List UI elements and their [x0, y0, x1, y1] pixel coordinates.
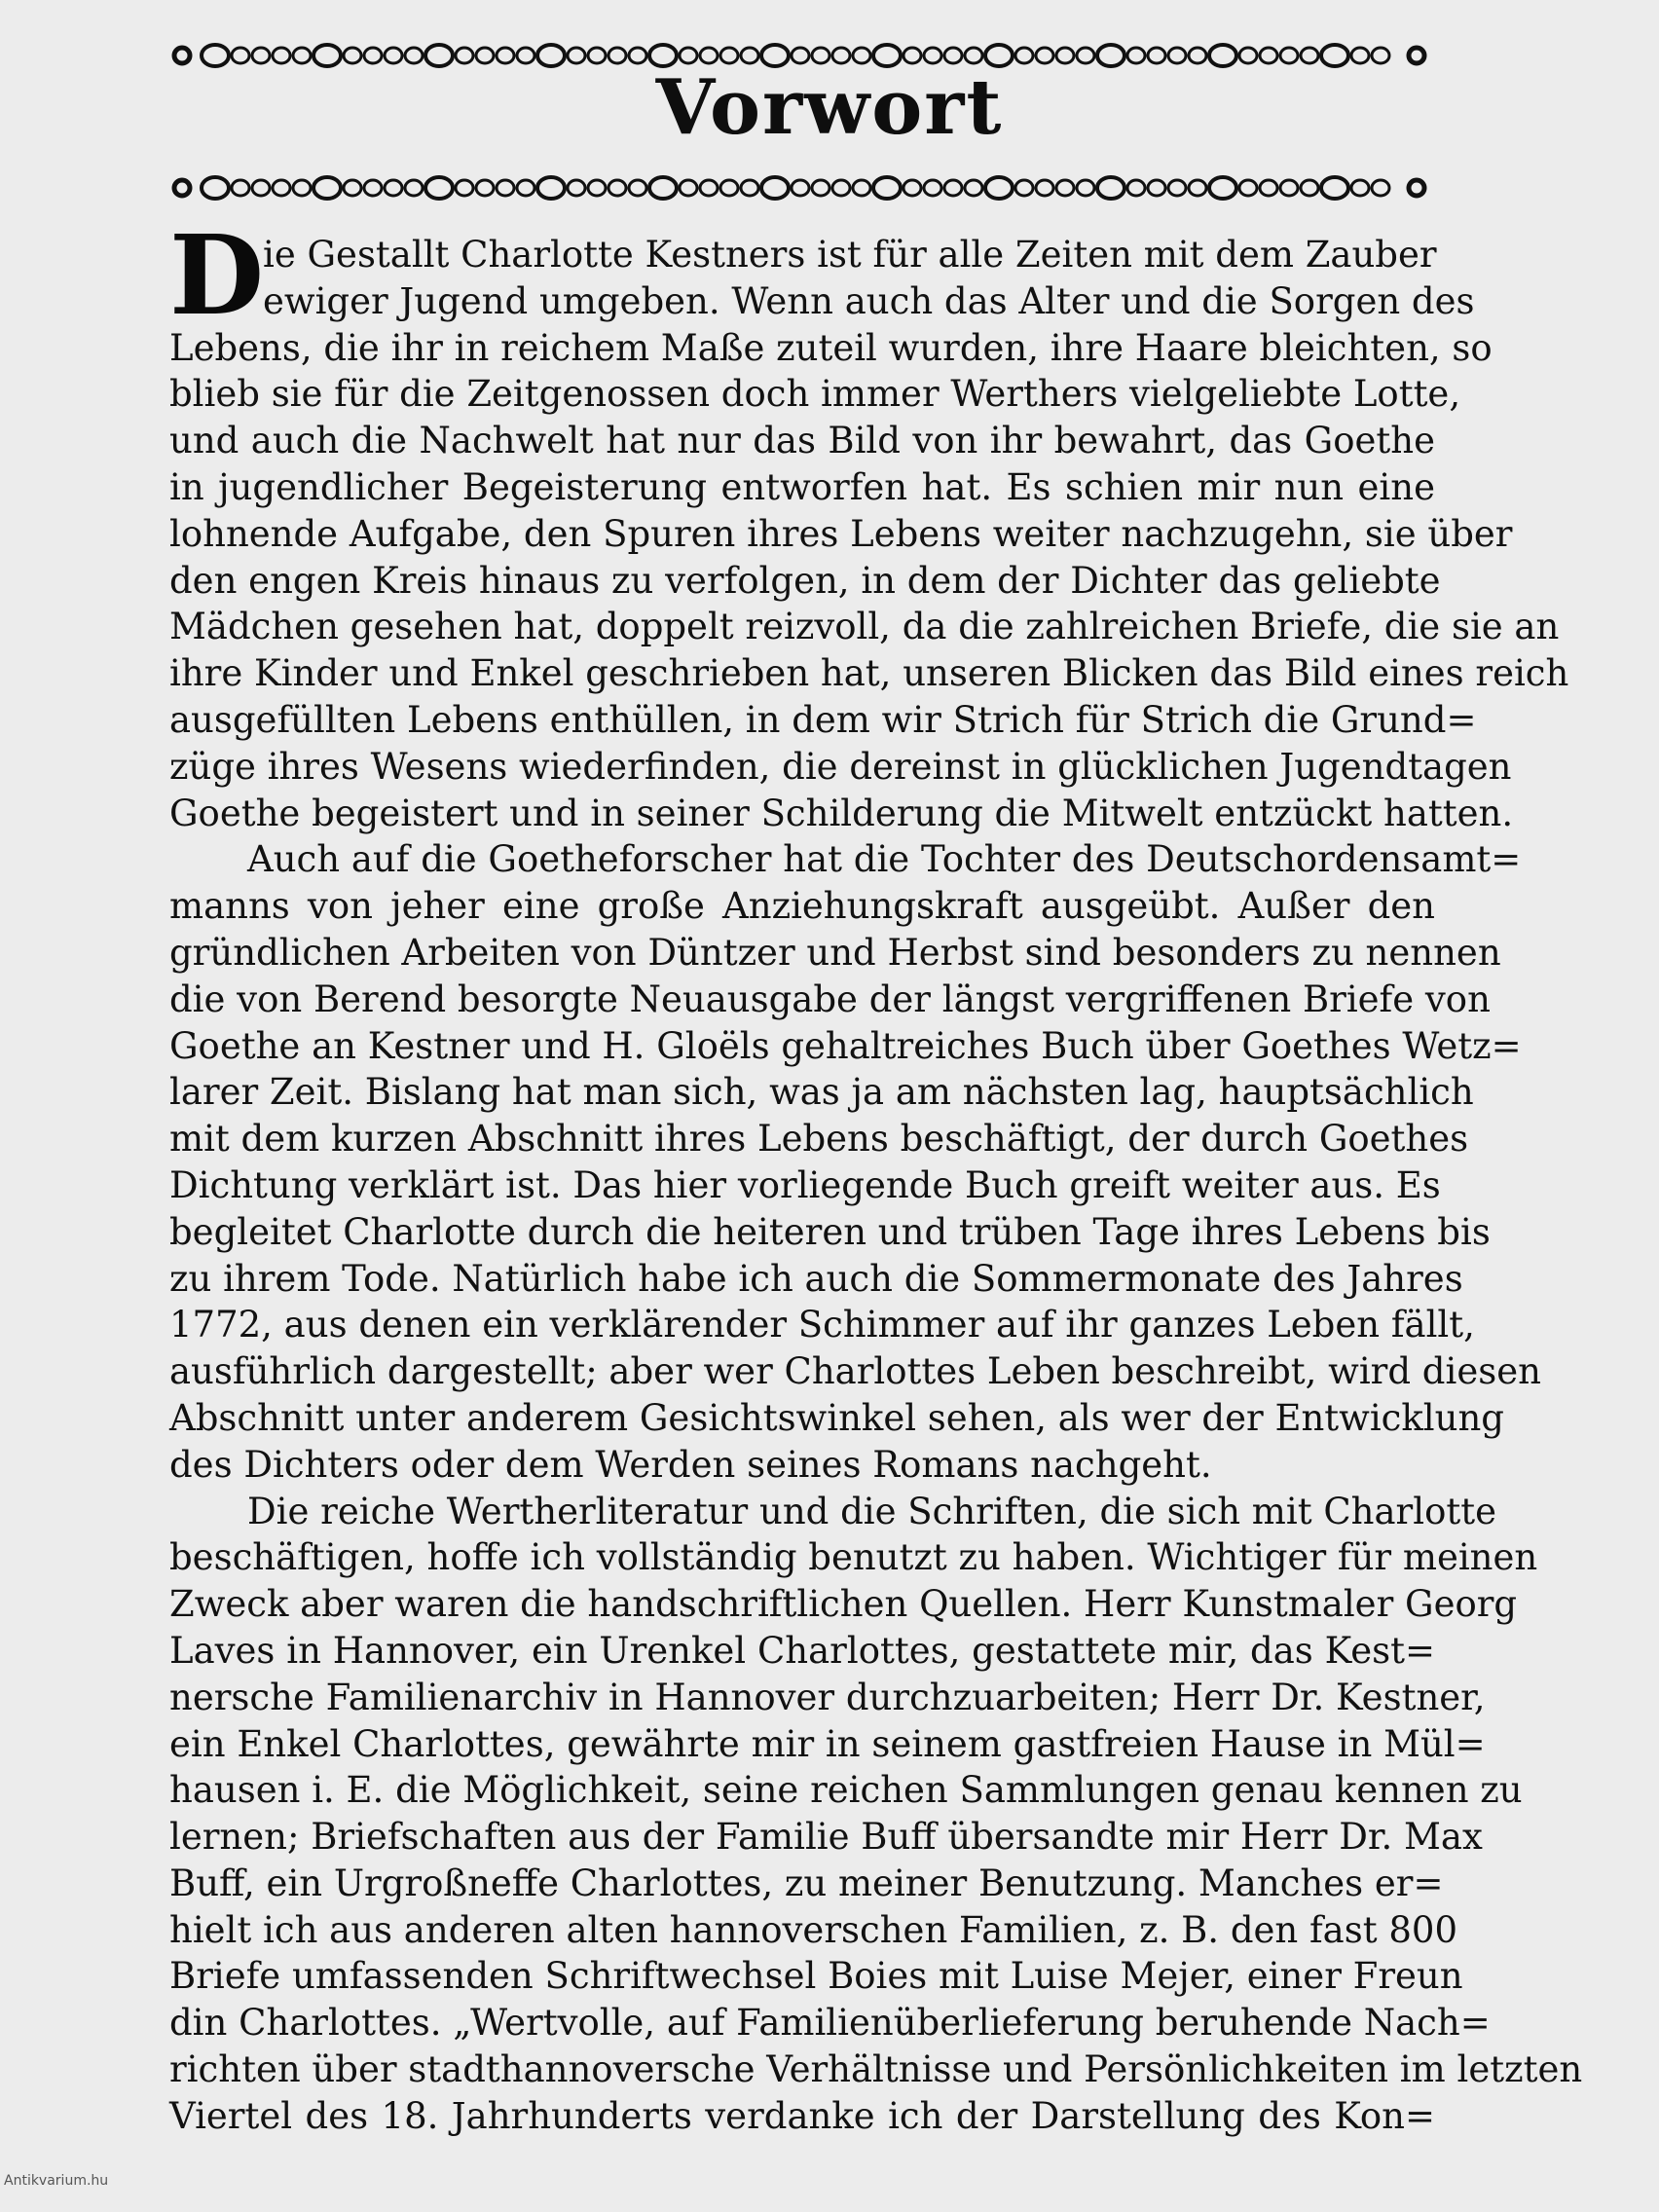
text-line: Auch auf die Goetheforscher hat die Tochter des Deutschordensamt= [247, 838, 1522, 881]
bottom-ornament-border [170, 173, 1428, 203]
page-title: Vorwort [655, 63, 1004, 152]
text-line: die von Berend besorgte Neuausgabe der längst vergriffenen Briefe von [169, 977, 1491, 1020]
text-line: in jugendlicher Begeisterung entworfen hat. Es schien mir nun eine [169, 465, 1435, 508]
text-line: Briefe umfassenden Schriftwechsel Boies mit Luise Mejer, einer Freun [169, 1955, 1463, 1998]
text-line: lernen; Briefschaften aus der Familie Buff übersandte mir Herr Dr. Max [169, 1816, 1483, 1859]
text-line: ewiger Jugend umgeben. Wenn auch das Alter und die Sorgen des [263, 279, 1475, 322]
text-line: 1772, aus denen ein verklärender Schimmer auf ihr ganzes Leben fällt, [169, 1304, 1475, 1346]
text-line: züge ihres Wesens wiederfinden, die dereinst in glücklichen Jugendtagen [169, 745, 1512, 788]
text-line: larer Zeit. Bislang hat man sich, was ja am nächsten lag, hauptsächlich [169, 1071, 1474, 1114]
text-line: blieb sie für die Zeitgenossen doch immer Werthers vielgeliebte Lotte, [169, 373, 1461, 416]
text-line: ausgefüllten Lebens enthüllen, in dem wir Strich für Strich die Grund= [169, 698, 1477, 741]
text-line: Goethe an Kestner und H. Gloëls gehaltreiches Buch über Goethes Wetz= [169, 1024, 1522, 1067]
text-line: Laves in Hannover, ein Urenkel Charlottes, gestattete mir, das Kest= [169, 1629, 1435, 1672]
text-line: begleitet Charlotte durch die heiteren und trüben Tage ihres Lebens bis [169, 1210, 1491, 1253]
text-line: ihre Kinder und Enkel geschrieben hat, unseren Blicken das Bild eines reich [169, 652, 1569, 695]
text-line: Viertel des 18. Jahrhunderts verdanke ich der Darstellung des Kon= [169, 2094, 1435, 2137]
text-line: din Charlottes. „Wertvolle, auf Familienüberlieferung beruhende Nach= [169, 2002, 1491, 2045]
text-line: lohnende Aufgabe, den Spuren ihres Lebens weiter nachzugehn, sie über [169, 512, 1513, 555]
text-line: ie Gestallt Charlotte Kestners ist für alle Zeiten mit dem Zauber [263, 234, 1437, 276]
text-line: nersche Familienarchiv in Hannover durchzuarbeiten; Herr Dr. Kestner, [169, 1676, 1486, 1718]
text-line: hielt ich aus anderen alten hannoverschen Familien, z. B. den fast 800 [169, 1908, 1457, 1951]
text-line: Mädchen gesehen hat, doppelt reizvoll, da die zahlreichen Briefe, die sie an [169, 606, 1560, 648]
text-line: richten über stadthannoversche Verhältnisse und Persönlichkeiten im letzten [169, 2048, 1583, 2091]
text-line: Buff, ein Urgroßneffe Charlottes, zu meiner Benutzung. Manches er= [169, 1862, 1444, 1904]
text-line: und auch die Nachwelt hat nur das Bild von ihr bewahrt, das Goethe [169, 420, 1435, 462]
text-line: ausführlich dargestellt; aber wer Charlottes Leben beschreibt, wird diesen [169, 1350, 1541, 1393]
text-line: Goethe begeistert und in seiner Schilderung die Mitwelt entzückt hatten. [169, 792, 1514, 834]
body-text [169, 212, 1583, 2140]
text-line: mit dem kurzen Abschnitt ihres Lebens beschäftigt, der durch Goethes [169, 1118, 1469, 1161]
text-line: den engen Kreis hinaus zu verfolgen, in dem der Dichter das geliebte [169, 559, 1441, 602]
text-line: Die reiche Wertherliteratur und die Schriften, die sich mit Charlotte [247, 1490, 1496, 1532]
watermark: Antikvarium.hu [4, 2173, 109, 2189]
drop-cap: D [169, 212, 265, 340]
text-line: Lebens, die ihr in reichem Maße zuteil wurden, ihre Haare bleichten, so [169, 326, 1493, 369]
text-line: Dichtung verklärt ist. Das hier vorliegende Buch greift weiter aus. Es [169, 1163, 1441, 1206]
text-line: hausen i. E. die Möglichkeit, seine reichen Sammlungen genau kennen zu [169, 1769, 1523, 1812]
text-line: ein Enkel Charlottes, gewährte mir in seinem gastfreien Hause in Mül= [169, 1722, 1486, 1765]
text-line: gründlichen Arbeiten von Düntzer und Herbst sind besonders zu nennen [169, 931, 1501, 974]
text-line: beschäftigen, hoffe ich vollständig benutzt zu haben. Wichtiger für meinen [169, 1536, 1538, 1579]
text-line: zu ihrem Tode. Natürlich habe ich auch die Sommermonate des Jahres [169, 1257, 1463, 1300]
text-line: Zweck aber waren die handschriftlichen Quellen. Herr Kunstmaler Georg [169, 1583, 1518, 1626]
text-line: Abschnitt unter anderem Gesichtswinkel sehen, als wer der Entwicklung [169, 1396, 1504, 1439]
text-line: manns von jeher eine große Anziehungskraft ausgeübt. Außer den [169, 885, 1435, 928]
text-line: des Dichters oder dem Werden seines Romans nachgeht. [169, 1443, 1212, 1486]
